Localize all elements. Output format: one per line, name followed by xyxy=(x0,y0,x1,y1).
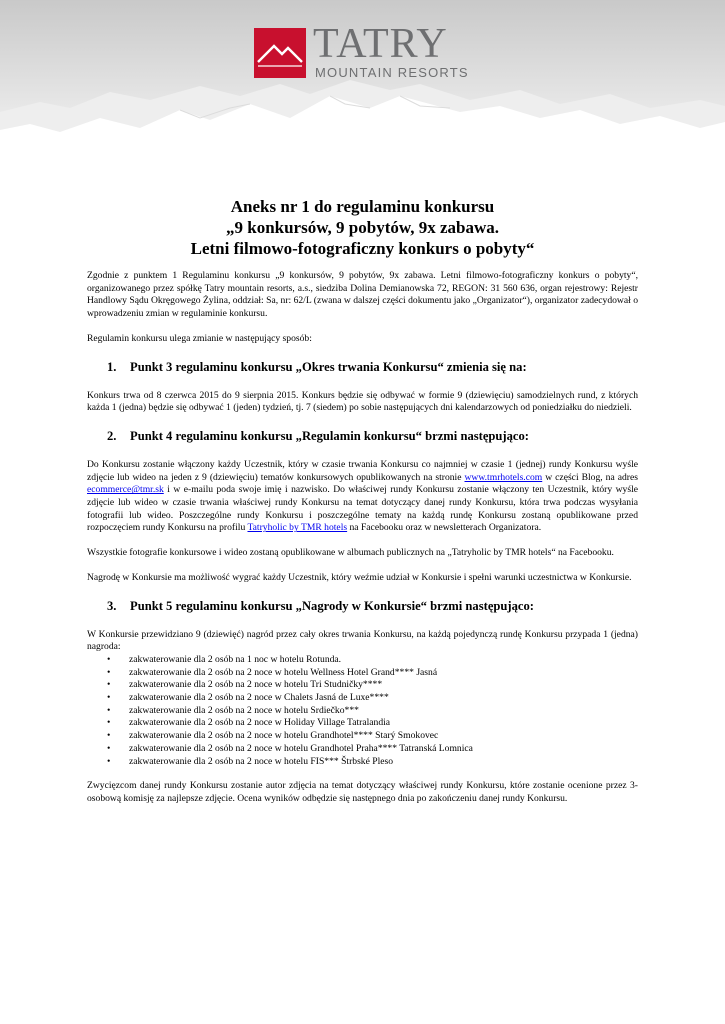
section-2-title: Punkt 4 regulaminu konkursu „Regulamin konkursu“ brzmi następująco: xyxy=(130,428,530,443)
document-title xyxy=(0,196,725,259)
changes-intro: Regulamin konkursu ulega zmianie w następujący sposób: xyxy=(87,332,312,344)
section-2-text-a: Do Konkursu zostanie włączony każdy Uczestnik, który w czasie trwania Konkursu co najmniej w czasie 1 (jednej) rundy Konkursu wyśle zdjęcie lub wideo na jeden z 9 (dziewięciu) tematów konkursowych opublikowanych na stronie xyxy=(87,458,638,483)
bullet-icon: • xyxy=(107,653,111,665)
section-2-heading xyxy=(87,429,638,443)
prize-list-item xyxy=(87,654,638,667)
prize-text: zakwaterowanie dla 2 osób na 2 noce w hotelu Grandhotel**** Starý Smokovec xyxy=(129,730,439,742)
prize-list-item xyxy=(87,679,638,692)
bullet-icon: • xyxy=(107,679,111,691)
section-2-paragraph-3: Nagrodę w Konkursie ma możliwość wygrać każdy Uczestnik, który weźmie udział w Konkursie i spełni warunki uczestnictwa w Konkursie. xyxy=(87,571,632,583)
section-3-number: 3. xyxy=(107,598,117,613)
tatryholic-facebook-link[interactable]: Tatryholic by TMR hotels xyxy=(247,522,348,534)
prize-text: zakwaterowanie dla 2 osób na 2 noce w hotelu Tri Studničky**** xyxy=(129,679,383,691)
section-2-text-b: w części Blog, na adres xyxy=(542,471,638,483)
section-2-text-d: na Facebooku oraz w newsletterach Organizatora. xyxy=(347,522,542,534)
section-3-closing: Zwycięzcom danej rundy Konkursu zostanie autor zdjęcia na temat dotyczący właściwej rundy Konkursu, które zostanie ocenione przez 3-osobową komisję za najlepsze zdjęcie. Ocena wyników odbędzie się następnego dnia po zakończeniu danej rundy Konkursu. xyxy=(87,780,638,804)
prize-list-item xyxy=(87,756,638,769)
section-1-title: Punkt 3 regulaminu konkursu „Okres trwania Konkursu“ zmienia się na: xyxy=(130,359,527,374)
section-2-paragraph-2: Wszystkie fotografie konkursowe i wideo zostaną opublikowane w albumach publicznych na „Tatryholic by TMR hotels“ na Facebooku. xyxy=(87,547,614,559)
brand-name: TATRY xyxy=(313,21,448,67)
section-1-number: 1. xyxy=(107,359,117,374)
section-3-heading xyxy=(87,599,638,613)
intro-paragraph: Zgodnie z punktem 1 Regulaminu konkursu „9 konkursów, 9 pobytów, 9x zabawa. Letni filmowo-fotograficzny konkurs o pobyty“, organizowanego przez spółkę Tatry mountain resorts, a.s., siedziba Dolina Demianowska 72, REGON: 31 560 636, organ rejestrowy: Rejestr Handlowy Sądu Okręgowego Żylina, oddział: Sa, nr: 62/L (zwana w dalszej części dokumentu jako „Organizator“), organizator zadecydował o wprowadzeniu zmian w regulaminie konkursu. xyxy=(87,270,638,320)
logo-mark xyxy=(254,28,306,78)
bullet-icon: • xyxy=(107,666,111,678)
document-body xyxy=(87,270,638,806)
prize-text: zakwaterowanie dla 2 osób na 2 noce w Chalets Jasná de Luxe**** xyxy=(129,692,389,704)
bullet-icon: • xyxy=(107,717,111,729)
prize-list-item xyxy=(87,705,638,718)
prize-text: zakwaterowanie dla 2 osób na 2 noce w hotelu Srdiečko*** xyxy=(129,704,359,716)
prize-text: zakwaterowanie dla 2 osób na 2 noce w Holiday Village Tatralandia xyxy=(129,717,391,729)
section-3-intro: W Konkursie przewidziano 9 (dziewięć) nagród przez cały okres trwania Konkursu, na każdą pojedynczą rundę Konkursu przypada 1 (jedna) nagroda: xyxy=(87,628,638,653)
bullet-icon: • xyxy=(107,692,111,704)
prize-text: zakwaterowanie dla 2 osób na 2 noce w hotelu Grandhotel Praha**** Tatranská Lomnica xyxy=(129,742,473,754)
brand-subtitle: MOUNTAIN RESORTS xyxy=(315,65,469,80)
section-1-heading xyxy=(87,360,638,374)
prize-text: zakwaterowanie dla 2 osób na 2 noce w hotelu FIS*** Štrbské Pleso xyxy=(129,755,394,767)
section-2-paragraph-1 xyxy=(87,459,638,535)
prize-text: zakwaterowanie dla 2 osób na 2 noce w hotelu Wellness Hotel Grand**** Jasná xyxy=(129,666,438,678)
title-line-2: „9 konkursów, 9 pobytów, 9x zabawa. xyxy=(225,218,499,237)
prize-list-item xyxy=(87,667,638,680)
mountain-logo-icon xyxy=(254,28,306,78)
section-1-body: Konkurs trwa od 8 czerwca 2015 do 9 sierpnia 2015. Konkurs będzie się odbywać w formie 9 (dziewięciu) samodzielnych rund, z których każda 1 (jedna) będzie się odbywać 1 (jeden) tydzień, tj. 7 (siedem) po sobie następujących dni kalendarzowych od poniedziałku do niedzieli. xyxy=(87,389,638,414)
section-3-title: Punkt 5 regulaminu konkursu „Nagrody w Konkursie“ brzmi następująco: xyxy=(130,598,534,613)
section-2-text-c: i w e-mailu poda swoje imię i nazwisko. Do właściwej rundy Konkursu zostanie włączony ten Uczestnik, który wyśle zdjęcie lub wideo w czasie trwania właściwej rundy Konkursu na temat dotyczący danej rundy Konkursu, która trwa podczas wysyłania fotografii lub wideo. Poszczególne rundy Konkursu i poszczególne tematy na każdą rundę Konkursu zostaną opublikowane przed rozpoczęciem rundy Konkursu na profilu xyxy=(87,484,638,534)
prize-list-item xyxy=(87,717,638,730)
ecommerce-email-link[interactable]: ecommerce@tmr.sk xyxy=(87,484,164,496)
bullet-icon: • xyxy=(107,704,111,716)
title-line-1: Aneks nr 1 do regulaminu konkursu xyxy=(230,197,495,216)
prize-text: zakwaterowanie dla 2 osób na 1 noc w hotelu Rotunda. xyxy=(129,653,342,665)
prize-list xyxy=(87,654,638,768)
letterhead xyxy=(0,0,725,160)
prize-list-item xyxy=(87,730,638,743)
bullet-icon: • xyxy=(107,730,111,742)
title-line-3: Letni filmowo-fotograficzny konkurs o pobyty“ xyxy=(190,239,535,258)
bullet-icon: • xyxy=(107,742,111,754)
prize-list-item xyxy=(87,692,638,705)
section-2-number: 2. xyxy=(107,428,117,443)
bullet-icon: • xyxy=(107,755,111,767)
tmrhotels-link[interactable]: www.tmrhotels.com xyxy=(464,471,543,483)
prize-list-item xyxy=(87,743,638,756)
